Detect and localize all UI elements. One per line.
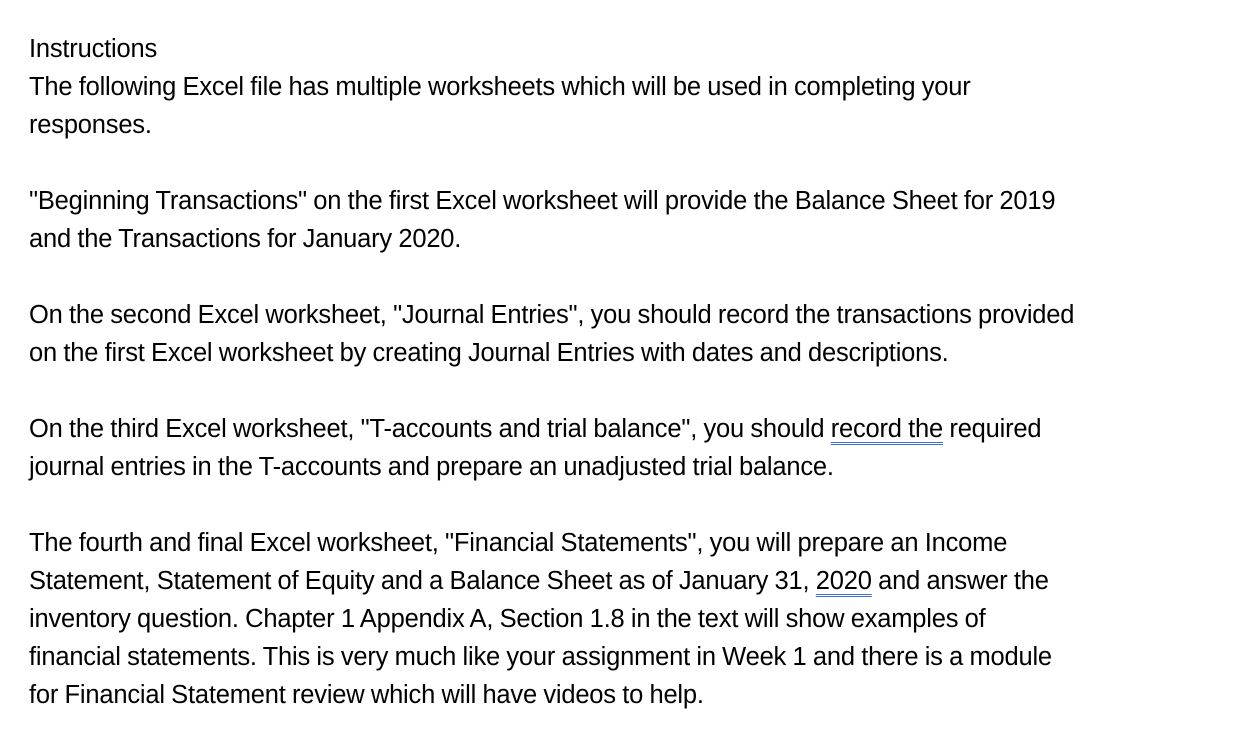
paragraph-5-line-2-pre: Statement, Statement of Equity and a Balance Sheet as of January 31,: [29, 567, 816, 595]
paragraph-4-line-1-pre: On the third Excel worksheet, "T-accounts and trial balance", you should: [29, 415, 831, 443]
blank-line: [29, 372, 1234, 410]
paragraph-4-line-1-post: required: [943, 415, 1042, 443]
paragraph-2-line-1: "Beginning Transactions" on the first Excel worksheet will provide the Balance Sheet for 2019: [29, 187, 1056, 215]
paragraph-5: [29, 524, 1234, 714]
paragraph-2-line-2: and the Transactions for January 2020.: [29, 225, 462, 253]
paragraph-1-line-2: responses.: [29, 111, 152, 139]
paragraph-3-line-1: On the second Excel worksheet, "Journal Entries", you should record the transactions provided: [29, 301, 1075, 329]
paragraph-5-line-1: The fourth and final Excel worksheet, "Financial Statements", you will prepare an Income: [29, 529, 1008, 557]
instructions-heading: Instructions: [29, 35, 157, 63]
paragraph-2: [29, 182, 1234, 258]
paragraph-4: [29, 410, 1234, 486]
blank-line: [29, 486, 1234, 524]
paragraph-5-line-2: [29, 562, 1234, 600]
paragraph-4-line-2: journal entries in the T-accounts and prepare an unadjusted trial balance.: [29, 453, 834, 481]
paragraph-5-line-5: for Financial Statement review which will have videos to help.: [29, 681, 704, 709]
paragraph-1-line-1: The following Excel file has multiple worksheets which will be used in completing your: [29, 73, 971, 101]
grammar-flag-record-the[interactable]: record the: [830, 415, 944, 443]
grammar-flag-2020[interactable]: 2020: [815, 567, 872, 595]
paragraph-5-line-4: financial statements. This is very much like your assignment in Week 1 and there is a module: [29, 643, 1052, 671]
paragraph-5-line-2-post: and answer the: [871, 567, 1049, 595]
blank-line: [29, 258, 1234, 296]
paragraph-4-line-1: [29, 410, 1234, 448]
heading-block: [29, 30, 1234, 144]
paragraph-3-line-2: on the first Excel worksheet by creating Journal Entries with dates and descriptions.: [29, 339, 949, 367]
paragraph-3: [29, 296, 1234, 372]
document-body: [29, 30, 1234, 714]
blank-line: [29, 144, 1234, 182]
paragraph-5-line-3: inventory question. Chapter 1 Appendix A, Section 1.8 in the text will show examples of: [29, 605, 986, 633]
